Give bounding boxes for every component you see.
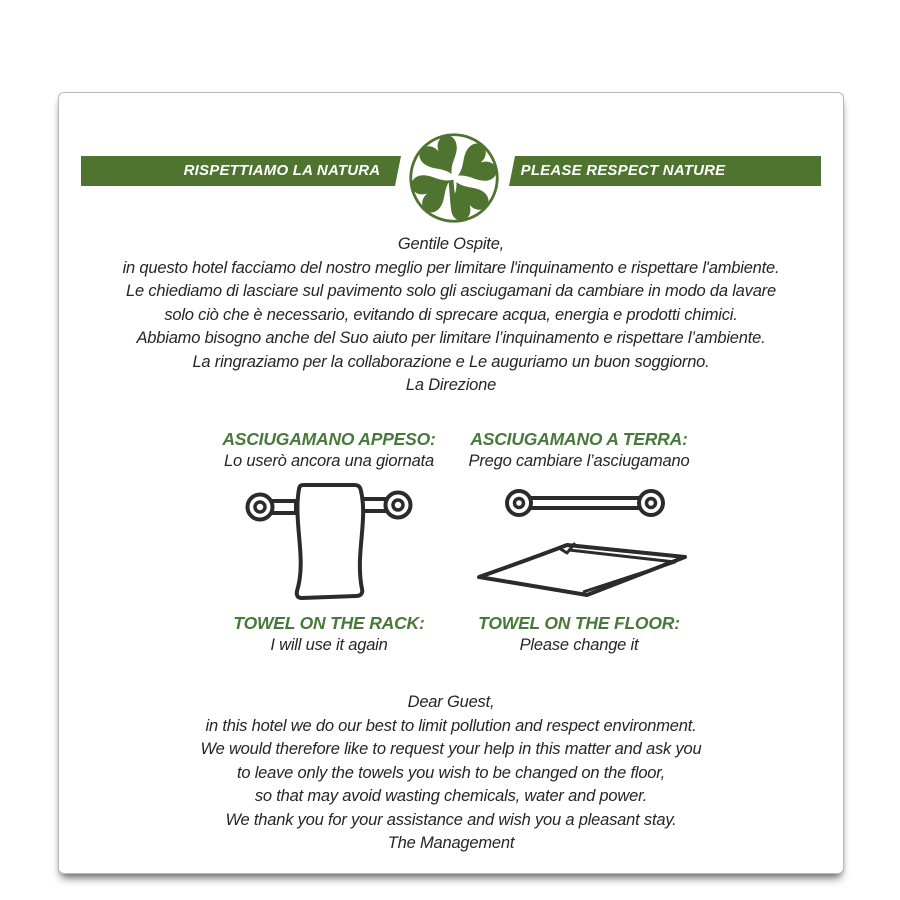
text-line: in this hotel we do our best to limit pollution and respect environment. bbox=[205, 716, 697, 735]
section-title: TOWEL ON THE FLOOR: bbox=[478, 613, 680, 633]
four-leaf-clover-icon bbox=[407, 131, 501, 225]
text-line: Abbiamo bisogno anche del Suo aiuto per limitare l’inquinamento e rispettare l’ambiente. bbox=[136, 329, 766, 347]
italian-message bbox=[59, 233, 843, 398]
text-line: Dear Guest, bbox=[407, 693, 495, 711]
text-line: in questo hotel facciamo del nostro meglio per limitare l'inquinamento e rispettare l'ambiente. bbox=[122, 258, 780, 277]
towel-on-floor-icon bbox=[471, 481, 691, 603]
section-subtitle: Prego cambiare l’asciugamano bbox=[468, 452, 690, 470]
text-line: La Direzione bbox=[405, 376, 497, 394]
towel-on-rack-icon bbox=[244, 481, 414, 603]
section-title: ASCIUGAMANO APPESO: bbox=[222, 429, 436, 449]
section-title: ASCIUGAMANO A TERRA: bbox=[470, 429, 688, 449]
towel-floor-heading-en bbox=[419, 613, 739, 655]
text-line: so that may avoid wasting chemicals, water and power. bbox=[254, 787, 648, 805]
banner-title-italian: RISPETTIAMO LA NATURA bbox=[183, 162, 381, 179]
section-subtitle: Lo userò ancora una giornata bbox=[224, 452, 434, 470]
banner-title-english: PLEASE RESPECT NATURE bbox=[520, 162, 726, 179]
text-line: to leave only the towels you wish to be changed on the floor, bbox=[236, 763, 666, 782]
towel-floor-heading-it bbox=[419, 429, 739, 471]
text-line: La ringraziamo per la collaborazione e Le auguriamo un buon soggiorno. bbox=[192, 352, 710, 371]
english-message bbox=[59, 691, 843, 856]
text-line: We would therefore like to request your help in this matter and ask you bbox=[200, 740, 702, 758]
text-line: Le chiediamo di lasciare sul pavimento solo gli asciugamani da cambiare in modo da lavare bbox=[126, 282, 776, 300]
text-line: solo ciò che è necessario, evitando di sprecare acqua, energia e prodotti chimici. bbox=[164, 305, 738, 324]
notice-card bbox=[58, 92, 844, 874]
text-line: Gentile Ospite, bbox=[397, 235, 505, 253]
text-line: We thank you for your assistance and wish you a pleasant stay. bbox=[225, 810, 677, 829]
section-title: TOWEL ON THE RACK: bbox=[233, 613, 425, 633]
text-line: The Management bbox=[387, 834, 515, 852]
section-subtitle: I will use it again bbox=[270, 636, 388, 654]
section-subtitle: Please change it bbox=[519, 636, 639, 654]
